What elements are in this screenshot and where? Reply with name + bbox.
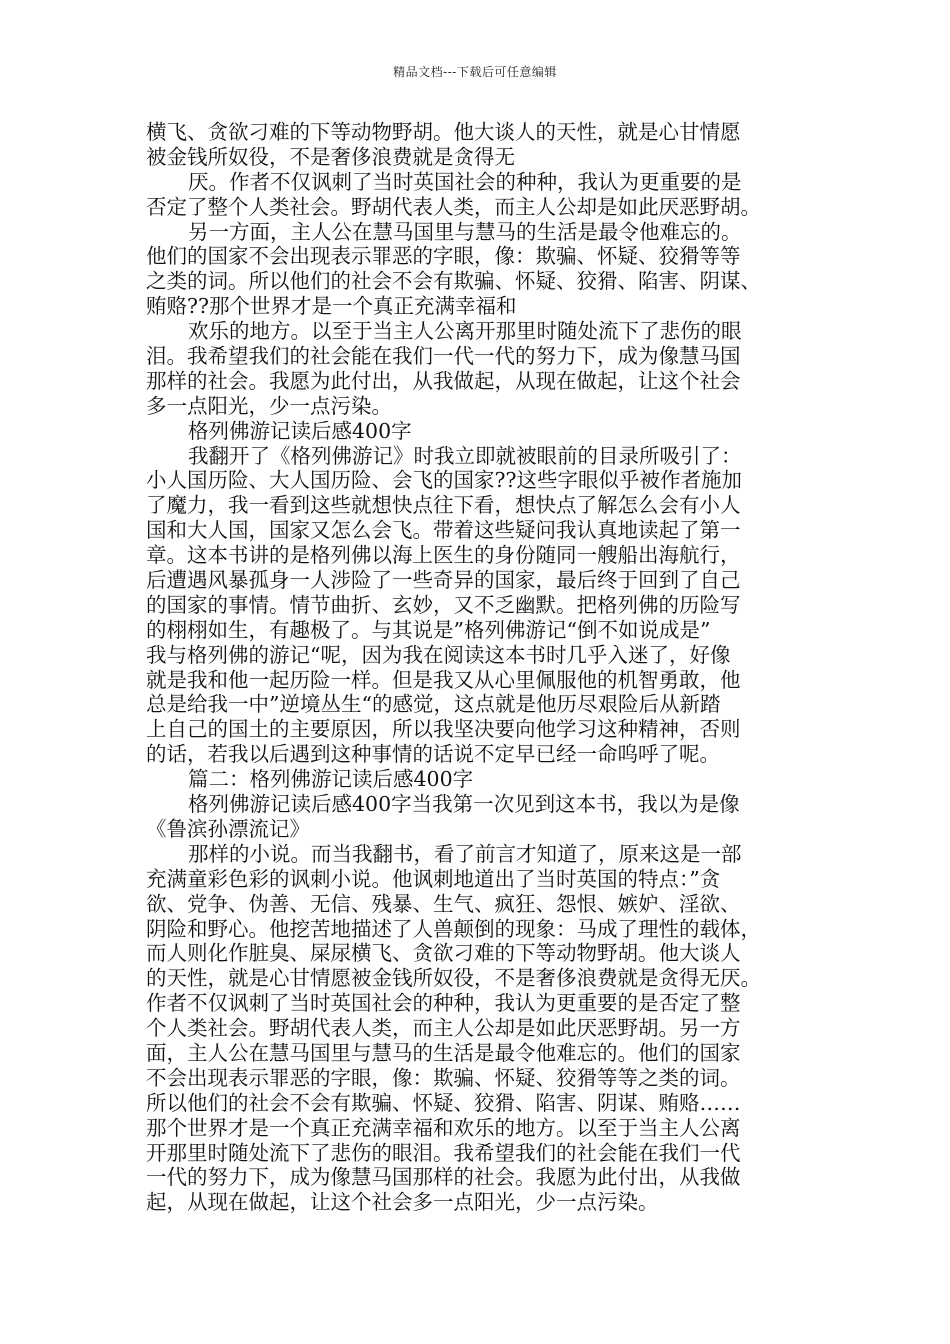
text-line: 充满童彩色彩的讽刺小说。他讽刺地道出了当时英国的特点：”贪 (146, 866, 721, 891)
text-line: 上自己的国土的主要原因，所以我坚决要向他学习这种精神，否则 (146, 717, 741, 742)
text-line: 章。这本书讲的是格列佛以海上医生的身份随同一艘船出海航行， (146, 543, 741, 568)
text-line: 小人国历险、大人国历险、会飞的国家??这些字眼似乎被作者施加 (146, 468, 742, 493)
text-line: 被金钱所奴役，不是奢侈浪费就是贪得无 (146, 144, 515, 169)
text-line: 他们的国家不会出现表示罪恶的字眼，像：欺骗、怀疑、狡猾等等 (146, 244, 741, 269)
text-line: 开那里时随处流下了悲伤的眼泪。我希望我们的社会能在我们一代 (146, 1140, 741, 1165)
text-line: 厌。作者不仅讽刺了当时英国社会的种种，我认为更重要的是 (188, 169, 742, 194)
text-line: 的栩栩如生，有趣极了。与其说是”格列佛游记“倒不如说成是” (146, 617, 711, 642)
text-line: 欢乐的地方。以至于当主人公离开那里时随处流下了悲伤的眼 (188, 319, 742, 344)
text-line: 欲、党争、伪善、无信、残暴、生气、疯狂、怨恨、嫉妒、淫欲、 (146, 891, 741, 916)
text-line: 多一点阳光，少一点污染。 (146, 393, 392, 418)
text-line: 就是我和他一起历险一样。但是我又从心里佩服他的机智勇敢，他 (146, 667, 741, 692)
text-line: 那样的小说。而当我翻书，看了前言才知道了，原来这是一部 (188, 841, 742, 866)
text-line: 的话，若我以后遇到这种事情的话说不定早已经一命呜呼了呢。 (146, 742, 720, 767)
text-line: 横飞、贪欲刁难的下等动物野胡。他大谈人的天性，就是心甘情愿 (146, 120, 741, 144)
text-line: 了魔力，我一看到这些就想快点往下看，想快点了解怎么会有小人 (146, 493, 741, 518)
text-line: 阴险和野心。他挖苦地描述了人兽颠倒的现象：马成了理性的载体， (146, 916, 761, 941)
text-line: 格列佛游记读后感400字 (188, 418, 412, 443)
text-line: 后遭遇风暴孤身一人涉险了一些奇异的国家，最后终于回到了自己 (146, 568, 741, 593)
text-line: 面，主人公在慧马国里与慧马的生活是最令他难忘的。他们的国家 (146, 1040, 741, 1065)
text-line: 贿赂??那个世界才是一个真正充满幸福和 (146, 294, 517, 319)
text-line: 格列佛游记读后感400字当我第一次见到这本书，我以为是像 (188, 792, 740, 817)
text-line: 《鲁滨孙漂流记》 (146, 816, 310, 841)
text-line: 另一方面，主人公在慧马国里与慧马的生活是最令他难忘的。 (188, 219, 742, 244)
text-line: 国和大人国，国家又怎么会飞。带着这些疑问我认真地读起了第一 (146, 518, 741, 543)
text-line: 所以他们的社会不会有欺骗、怀疑、狡猾、陷害、阴谋、贿赂…… (146, 1090, 741, 1115)
text-line: 的天性，就是心甘情愿被金钱所奴役，不是奢侈浪费就是贪得无厌。 (146, 966, 761, 991)
text-line: 那样的社会。我愿为此付出，从我做起，从现在做起，让这个社会 (146, 368, 741, 393)
text-line: 我与格列佛的游记“呢，因为我在阅读这本书时几乎入迷了，好像 (146, 642, 731, 667)
text-line: 那个世界才是一个真正充满幸福和欢乐的地方。以至于当主人公离 (146, 1115, 741, 1140)
text-line: 而人则化作脏臭、屎尿横飞、贪欲刁难的下等动物野胡。他大谈人 (146, 941, 741, 966)
page-header: 精品文档---下载后可任意编辑 (393, 65, 557, 79)
text-line: 一代的努力下，成为像慧马国那样的社会。我愿为此付出，从我做 (146, 1165, 741, 1190)
text-line: 总是给我一中”逆境丛生“的感觉，这点就是他历尽艰险后从新踏 (146, 692, 721, 717)
text-line: 作者不仅讽刺了当时英国社会的种种，我认为更重要的是否定了整 (146, 991, 741, 1016)
text-line: 泪。我希望我们的社会能在我们一代一代的努力下，成为像慧马国 (146, 344, 741, 369)
document-body (146, 120, 806, 1215)
text-line: 之类的词。所以他们的社会不会有欺骗、怀疑、狡猾、陷害、阴谋、 (146, 269, 761, 294)
text-line: 不会出现表示罪恶的字眼，像：欺骗、怀疑、狡猾等等之类的词。 (146, 1065, 741, 1090)
text-line: 否定了整个人类社会。野胡代表人类，而主人公却是如此厌恶野胡。 (146, 194, 761, 219)
text-line: 的国家的事情。情节曲折、玄妙，又不乏幽默。把格列佛的历险写 (146, 592, 741, 617)
text-line: 篇二：格列佛游记读后感400字 (188, 767, 474, 792)
text-line: 个人类社会。野胡代表人类，而主人公却是如此厌恶野胡。另一方 (146, 1016, 741, 1041)
text-line: 我翻开了《格列佛游记》时我立即就被眼前的目录所吸引了： (188, 443, 742, 468)
text-line: 起，从现在做起，让这个社会多一点阳光，少一点污染。 (146, 1190, 659, 1215)
